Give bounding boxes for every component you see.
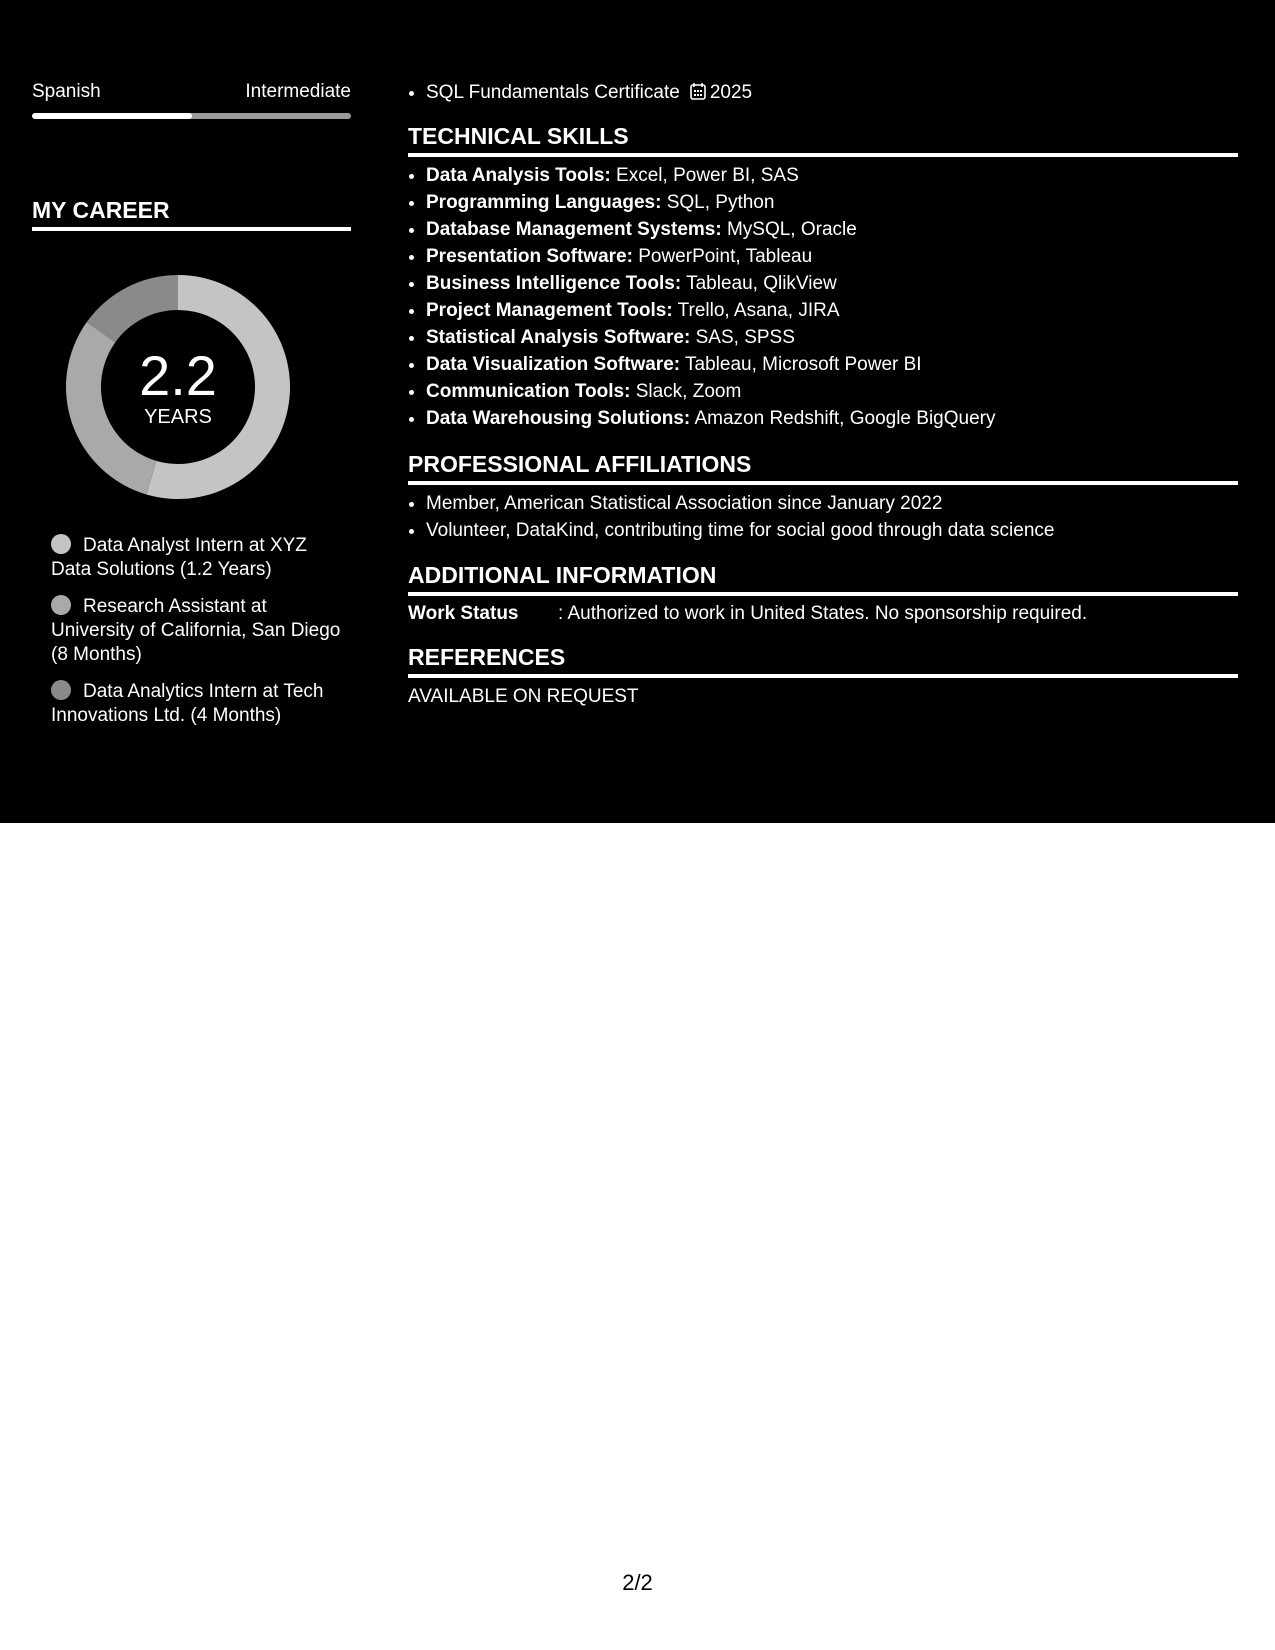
- skill-item: [426, 216, 995, 243]
- certification-list: [408, 79, 752, 108]
- certification-item: [426, 79, 752, 108]
- career-item-label: Research Assistant at University of California, San Diego (8 Months): [51, 596, 341, 665]
- skill-label: Statistical Analysis Software:: [426, 327, 691, 348]
- legend-dot-icon: [51, 680, 71, 700]
- certification-name: SQL Fundamentals Certificate: [426, 82, 680, 103]
- skill-value: Slack, Zoom: [630, 381, 742, 402]
- career-heading: MY CAREER: [32, 197, 170, 223]
- skill-label: Communication Tools:: [426, 381, 631, 402]
- work-status-label: Work Status: [408, 603, 519, 624]
- affiliation-item: • Member, American Statistical Association since January 2022: [426, 490, 1054, 517]
- skill-value: SQL, Python: [661, 192, 775, 213]
- language-proficiency-bar: [32, 113, 351, 119]
- skill-label: Programming Languages:: [426, 192, 662, 213]
- technical-skills-divider: [408, 153, 1238, 157]
- career-item: [51, 595, 341, 667]
- technical-skills-list: [408, 162, 995, 432]
- references-divider: [408, 674, 1238, 678]
- skill-item: [426, 324, 995, 351]
- skill-item: [426, 297, 995, 324]
- skill-label: Business Intelligence Tools:: [426, 273, 682, 294]
- skill-item: [426, 189, 995, 216]
- career-item: [51, 534, 341, 582]
- work-status-value: : Authorized to work in United States. No sponsorship required.: [558, 603, 1088, 624]
- career-item-label: Data Analytics Intern at Tech Innovations Ltd. (4 Months): [51, 681, 324, 726]
- affiliations-list: [408, 490, 1054, 544]
- language-row: [32, 80, 351, 104]
- work-status-row: [408, 602, 1087, 626]
- skill-value: Trello, Asana, JIRA: [672, 300, 840, 321]
- skill-item: [426, 378, 995, 405]
- skill-label: Presentation Software:: [426, 246, 633, 267]
- calendar-icon: [690, 81, 706, 108]
- skill-label: Project Management Tools:: [426, 300, 673, 321]
- career-item-label: Data Analyst Intern at XYZ Data Solutions (1.2 Years): [51, 535, 307, 580]
- references-title: REFERENCES: [408, 644, 566, 670]
- skill-value: PowerPoint, Tableau: [632, 246, 813, 267]
- language-proficiency-fill: [32, 113, 192, 119]
- donut-center: [66, 275, 290, 499]
- career-divider: [32, 227, 351, 231]
- additional-info-divider: [408, 592, 1238, 596]
- career-total-unit: YEARS: [144, 406, 212, 428]
- affiliations-divider: [408, 481, 1238, 485]
- affiliations-title: PROFESSIONAL AFFILIATIONS: [408, 451, 752, 477]
- career-donut-chart: [66, 275, 290, 499]
- skill-item: [426, 162, 995, 189]
- skill-item: [426, 243, 995, 270]
- resume-page: [0, 0, 1275, 823]
- language-level: Intermediate: [245, 81, 351, 102]
- skill-label: Database Management Systems:: [426, 219, 722, 240]
- technical-skills-title: TECHNICAL SKILLS: [408, 123, 629, 149]
- career-total-value: 2.2: [139, 344, 217, 407]
- career-list: [51, 534, 341, 741]
- page-number: 2/2: [622, 1570, 653, 1595]
- language-name: Spanish: [32, 81, 101, 102]
- skill-label: Data Warehousing Solutions:: [426, 408, 691, 429]
- skill-value: SAS, SPSS: [690, 327, 795, 348]
- skill-label: Data Analysis Tools:: [426, 165, 611, 186]
- legend-dot-icon: [51, 595, 71, 615]
- skill-item: [426, 270, 995, 297]
- skill-value: Amazon Redshift, Google BigQuery: [690, 408, 996, 429]
- career-item: [51, 680, 341, 728]
- additional-info-title: ADDITIONAL INFORMATION: [408, 562, 717, 588]
- skill-value: Tableau, QlikView: [681, 273, 837, 294]
- certification-year: 2025: [709, 82, 753, 103]
- skill-label: Data Visualization Software:: [426, 354, 681, 375]
- skill-value: Tableau, Microsoft Power BI: [680, 354, 922, 375]
- skill-value: Excel, Power BI, SAS: [610, 165, 799, 186]
- skill-item: [426, 405, 995, 432]
- references-text: AVAILABLE ON REQUEST: [408, 686, 639, 707]
- skill-item: [426, 351, 995, 378]
- legend-dot-icon: [51, 534, 71, 554]
- skill-value: MySQL, Oracle: [721, 219, 857, 240]
- affiliation-item: • Volunteer, DataKind, contributing time for social good through data science: [426, 517, 1054, 544]
